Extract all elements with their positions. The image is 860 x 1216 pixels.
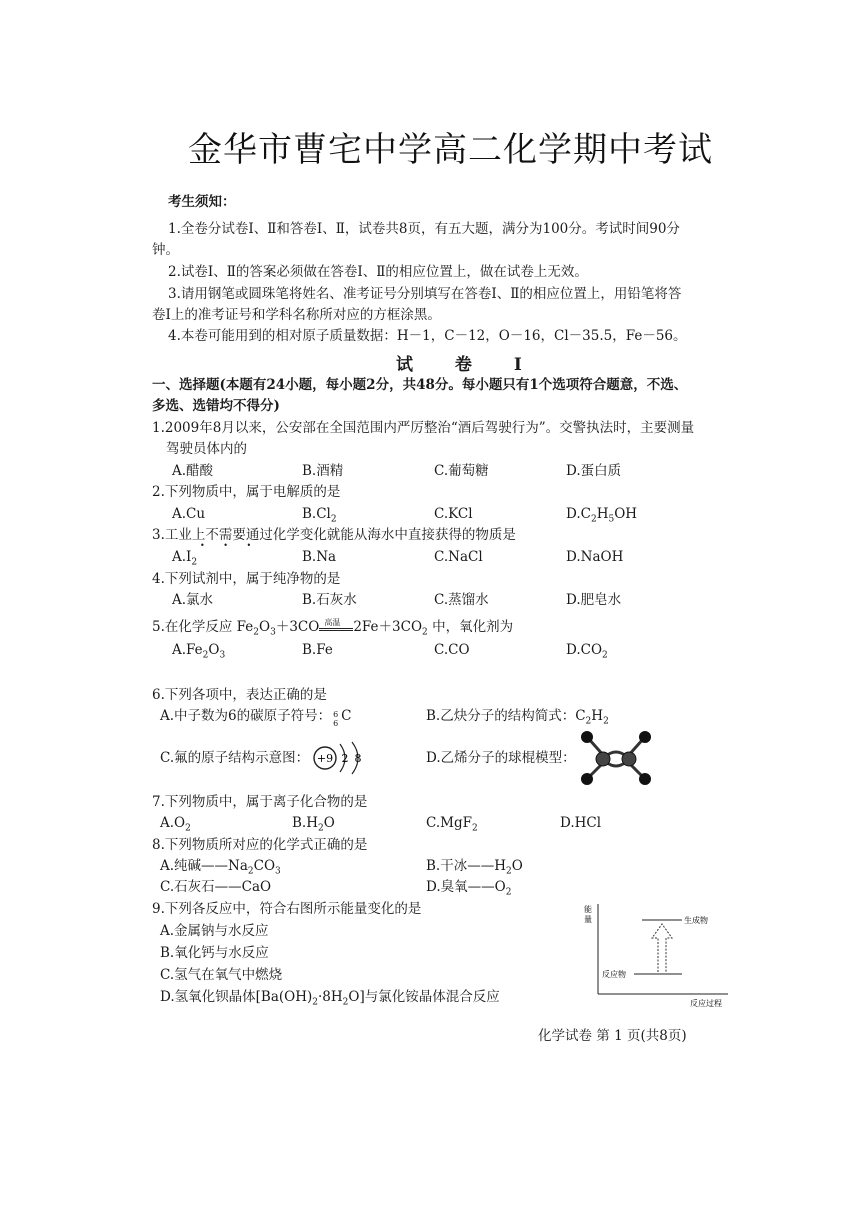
notice-line-5: 卷Ⅰ上的准考证号和学科名称所对应的方框涂黑。 — [152, 307, 441, 323]
reactant-label: 反应物 — [602, 970, 626, 979]
q2-d-end: OH — [614, 506, 638, 522]
q7-b-e: O — [323, 815, 335, 831]
energy-y-label-2: 量 — [584, 915, 592, 924]
q6-a-nuclide — [331, 709, 341, 728]
q3-a-sub: 2 — [191, 557, 198, 568]
q2-b-text: B.Cl — [302, 506, 331, 522]
q9-stem: 9.下列各反应中，符合右图所示能量变化的是 — [152, 901, 422, 917]
q7-c-text: C.MgF — [426, 815, 472, 831]
q4-option-d: D.肥皂水 — [566, 592, 622, 608]
q9-option-a: A.金属钠与水反应 — [160, 923, 269, 939]
q2-option-a: A.Cu — [172, 506, 206, 522]
q5-s1: 2 — [253, 627, 260, 638]
section1-instruction-2: 多选、选错均不得分) — [152, 398, 280, 414]
q8-d-text: D.臭氧——O — [426, 879, 506, 895]
q6-option-b — [426, 706, 609, 732]
q9-option-d — [160, 987, 500, 1013]
q6-b-m: H — [591, 708, 604, 724]
hydrogen-atom-2 — [581, 773, 593, 785]
q3-emphasis-dots: • • • — [200, 541, 260, 550]
q5-stem — [152, 617, 513, 643]
q3-option-c: C.NaCl — [434, 549, 483, 565]
q3-option-b: B.Na — [302, 549, 337, 565]
q4-option-b: B.石灰水 — [302, 592, 357, 608]
q6-a-element: C — [341, 708, 352, 724]
q5-s3: 2 — [422, 627, 428, 638]
q5-reaction-arrow — [319, 617, 353, 634]
fluorine-atom-diagram — [312, 740, 372, 776]
q3-a-text: A.I — [172, 549, 192, 565]
page-footer: 化学试卷 第 1 页(共8页) — [538, 1028, 687, 1044]
q5-m3: 2Fe＋3CO — [353, 619, 423, 635]
q5-option-d — [566, 640, 608, 666]
q7-a-text: A.O — [160, 815, 186, 831]
q8-d-s: 2 — [505, 887, 512, 898]
carbon-atom-2 — [622, 752, 636, 766]
q4-option-a: A.氯水 — [172, 592, 214, 608]
q8-stem: 8.下列物质所对应的化学式正确的是 — [152, 837, 368, 853]
q9-d-s1: 2 — [312, 997, 318, 1008]
q5-option-c: C.CO — [434, 642, 470, 658]
q2-d-text: D.C — [566, 506, 591, 522]
q5-a-text: A.Fe — [172, 642, 203, 658]
energy-y-label-1: 能 — [584, 905, 592, 914]
notice-line-3: 2.试卷Ⅰ、Ⅱ的答案必须做在答卷Ⅰ、Ⅱ的相应位置上，做在试卷上无效。 — [168, 264, 588, 280]
q8-option-c: C.石灰石——CaO — [160, 879, 272, 895]
energy-x-label: 反应过程 — [690, 999, 722, 1008]
q5-option-a — [172, 640, 225, 666]
q5-a-s1: 2 — [202, 650, 209, 661]
q6-stem: 6.下列各项中，表达正确的是 — [152, 687, 327, 703]
q2-option-d — [566, 504, 637, 530]
q2-b-sub: 2 — [330, 514, 337, 525]
q7-stem: 7.下列物质中，属于离子化合物的是 — [152, 794, 368, 810]
notice-line-6: 4.本卷可能用到的相对原子质量数据：H－1，C－12，O－16，Cl－35.5，Fe－56。 — [168, 328, 687, 344]
q5-m2: ＋3CO — [275, 619, 320, 635]
q6-a-number: 6 — [333, 718, 339, 728]
q9-d-mid: ·8H — [317, 989, 343, 1005]
q4-stem: 4.下列试剂中，属于纯净物的是 — [152, 571, 341, 587]
q1-stem-1: 1.2009年8月以来，公安部在全国范围内严厉整治“酒后驾驶行为”。交警执法时，主要测量 — [152, 420, 695, 436]
product-label: 生成物 — [684, 916, 708, 925]
q9-d-end: O]与氯化铵晶体混合反应 — [348, 989, 500, 1005]
q7-option-c — [426, 813, 478, 839]
q8-b-e: O — [511, 858, 523, 874]
energy-increase-arrow — [652, 924, 672, 972]
q6-option-c: C.氟的原子结构示意图： — [160, 750, 310, 766]
q6-a-mass: 6 — [333, 709, 339, 719]
exam-title: 金华市曹宅中学高二化学期中考试 — [188, 130, 713, 170]
shell-electrons-1: 2 — [341, 752, 349, 765]
q7-option-d: D.HCl — [560, 815, 602, 831]
q5-d-s: 2 — [602, 650, 608, 661]
q2-option-c: C.KCl — [434, 506, 473, 522]
q8-a-s1: 2 — [247, 866, 254, 877]
notice-heading: 考生须知： — [168, 194, 236, 210]
q4-option-c: C.蒸馏水 — [434, 592, 489, 608]
q7-b-s: 2 — [318, 823, 324, 834]
shell-electrons-2: 8 — [354, 752, 362, 765]
energy-diagram — [578, 900, 738, 1012]
q8-b-text: B.干冰——H — [426, 858, 506, 874]
q5-m1: O — [259, 619, 271, 635]
q5-option-b: B.Fe — [302, 642, 333, 658]
carbon-atom-1 — [596, 752, 610, 766]
notice-line-1: 1.全卷分试卷Ⅰ、Ⅱ和答卷Ⅰ、Ⅱ，试卷共8页，有五大题，满分为100分。考试时间90分 — [168, 221, 680, 237]
q1-option-d: D.蛋白质 — [566, 463, 622, 479]
hydrogen-atom-4 — [639, 773, 651, 785]
q8-a-text: A.纯碱——Na — [160, 858, 248, 874]
hydrogen-atom-3 — [639, 731, 651, 743]
q5-condition: 高温 — [324, 617, 341, 627]
q8-a-s2: 3 — [275, 866, 281, 877]
nucleus-charge: +9 — [316, 752, 334, 765]
notice-line-2: 钟。 — [152, 242, 179, 258]
q5-d-text: D.CO — [566, 642, 603, 658]
q7-b-text: B.H — [292, 815, 318, 831]
q6-option-d: D.乙烯分子的球棍模型： — [426, 750, 576, 766]
section-title: 试 卷 Ⅰ — [396, 355, 540, 375]
q1-stem-2: 驾驶员体内的 — [166, 441, 247, 457]
q3-stem: 3.工业上不需要通过化学变化就能从海水中直接获得的物质是 — [152, 527, 516, 543]
q6-option-a — [160, 706, 351, 726]
q9-d-pre: D.氢氧化钡晶体[Ba(OH) — [160, 989, 313, 1005]
q8-option-d — [426, 877, 511, 903]
q5-stem-pre: 5.在化学反应 Fe — [152, 619, 254, 635]
q7-c-s: 2 — [471, 823, 478, 834]
q1-option-c: C.葡萄糖 — [434, 463, 489, 479]
q1-option-a: A.醋酸 — [172, 463, 214, 479]
q5-a-s2: 3 — [219, 650, 226, 661]
q2-d-sub2: 5 — [608, 514, 615, 525]
q9-option-b: B.氧化钙与水反应 — [160, 945, 269, 961]
q1-option-b: B.酒精 — [302, 463, 344, 479]
q7-a-s: 2 — [185, 823, 191, 834]
q5-equals-line — [319, 628, 353, 631]
q8-a-m: CO — [253, 858, 276, 874]
q9-d-s2: 2 — [342, 997, 349, 1008]
q2-d-sub1: 2 — [590, 514, 597, 525]
q2-d-mid: H — [596, 506, 609, 522]
q6-b-text: B.乙炔分子的结构简式：C — [426, 708, 586, 724]
q5-a-m: O — [208, 642, 220, 658]
notice-line-4: 3.请用钢笔或圆珠笔将姓名、准考证号分别填写在答卷Ⅰ、Ⅱ的相应位置上，用铅笔将答 — [168, 286, 682, 302]
q9-option-c: C.氢气在氧气中燃烧 — [160, 967, 283, 983]
q5-stem-post: 中，氧化剂为 — [427, 619, 514, 635]
q6-a-text: A.中子数为6的碳原子符号： — [160, 708, 332, 724]
q2-stem: 2.下列物质中，属于电解质的是 — [152, 484, 341, 500]
q8-b-s: 2 — [506, 866, 512, 877]
section1-instruction-1: 一、选择题(本题有24小题，每小题2分，共48分。每小题只有1个选项符合题意，不选、 — [152, 377, 688, 393]
hydrogen-atom-1 — [581, 731, 593, 743]
q6-b-s2: 2 — [603, 716, 609, 727]
q3-option-d: D.NaOH — [566, 549, 624, 565]
q5-s2: 3 — [270, 627, 276, 638]
ethylene-ball-stick-model — [578, 730, 654, 786]
q6-b-s1: 2 — [585, 716, 592, 727]
